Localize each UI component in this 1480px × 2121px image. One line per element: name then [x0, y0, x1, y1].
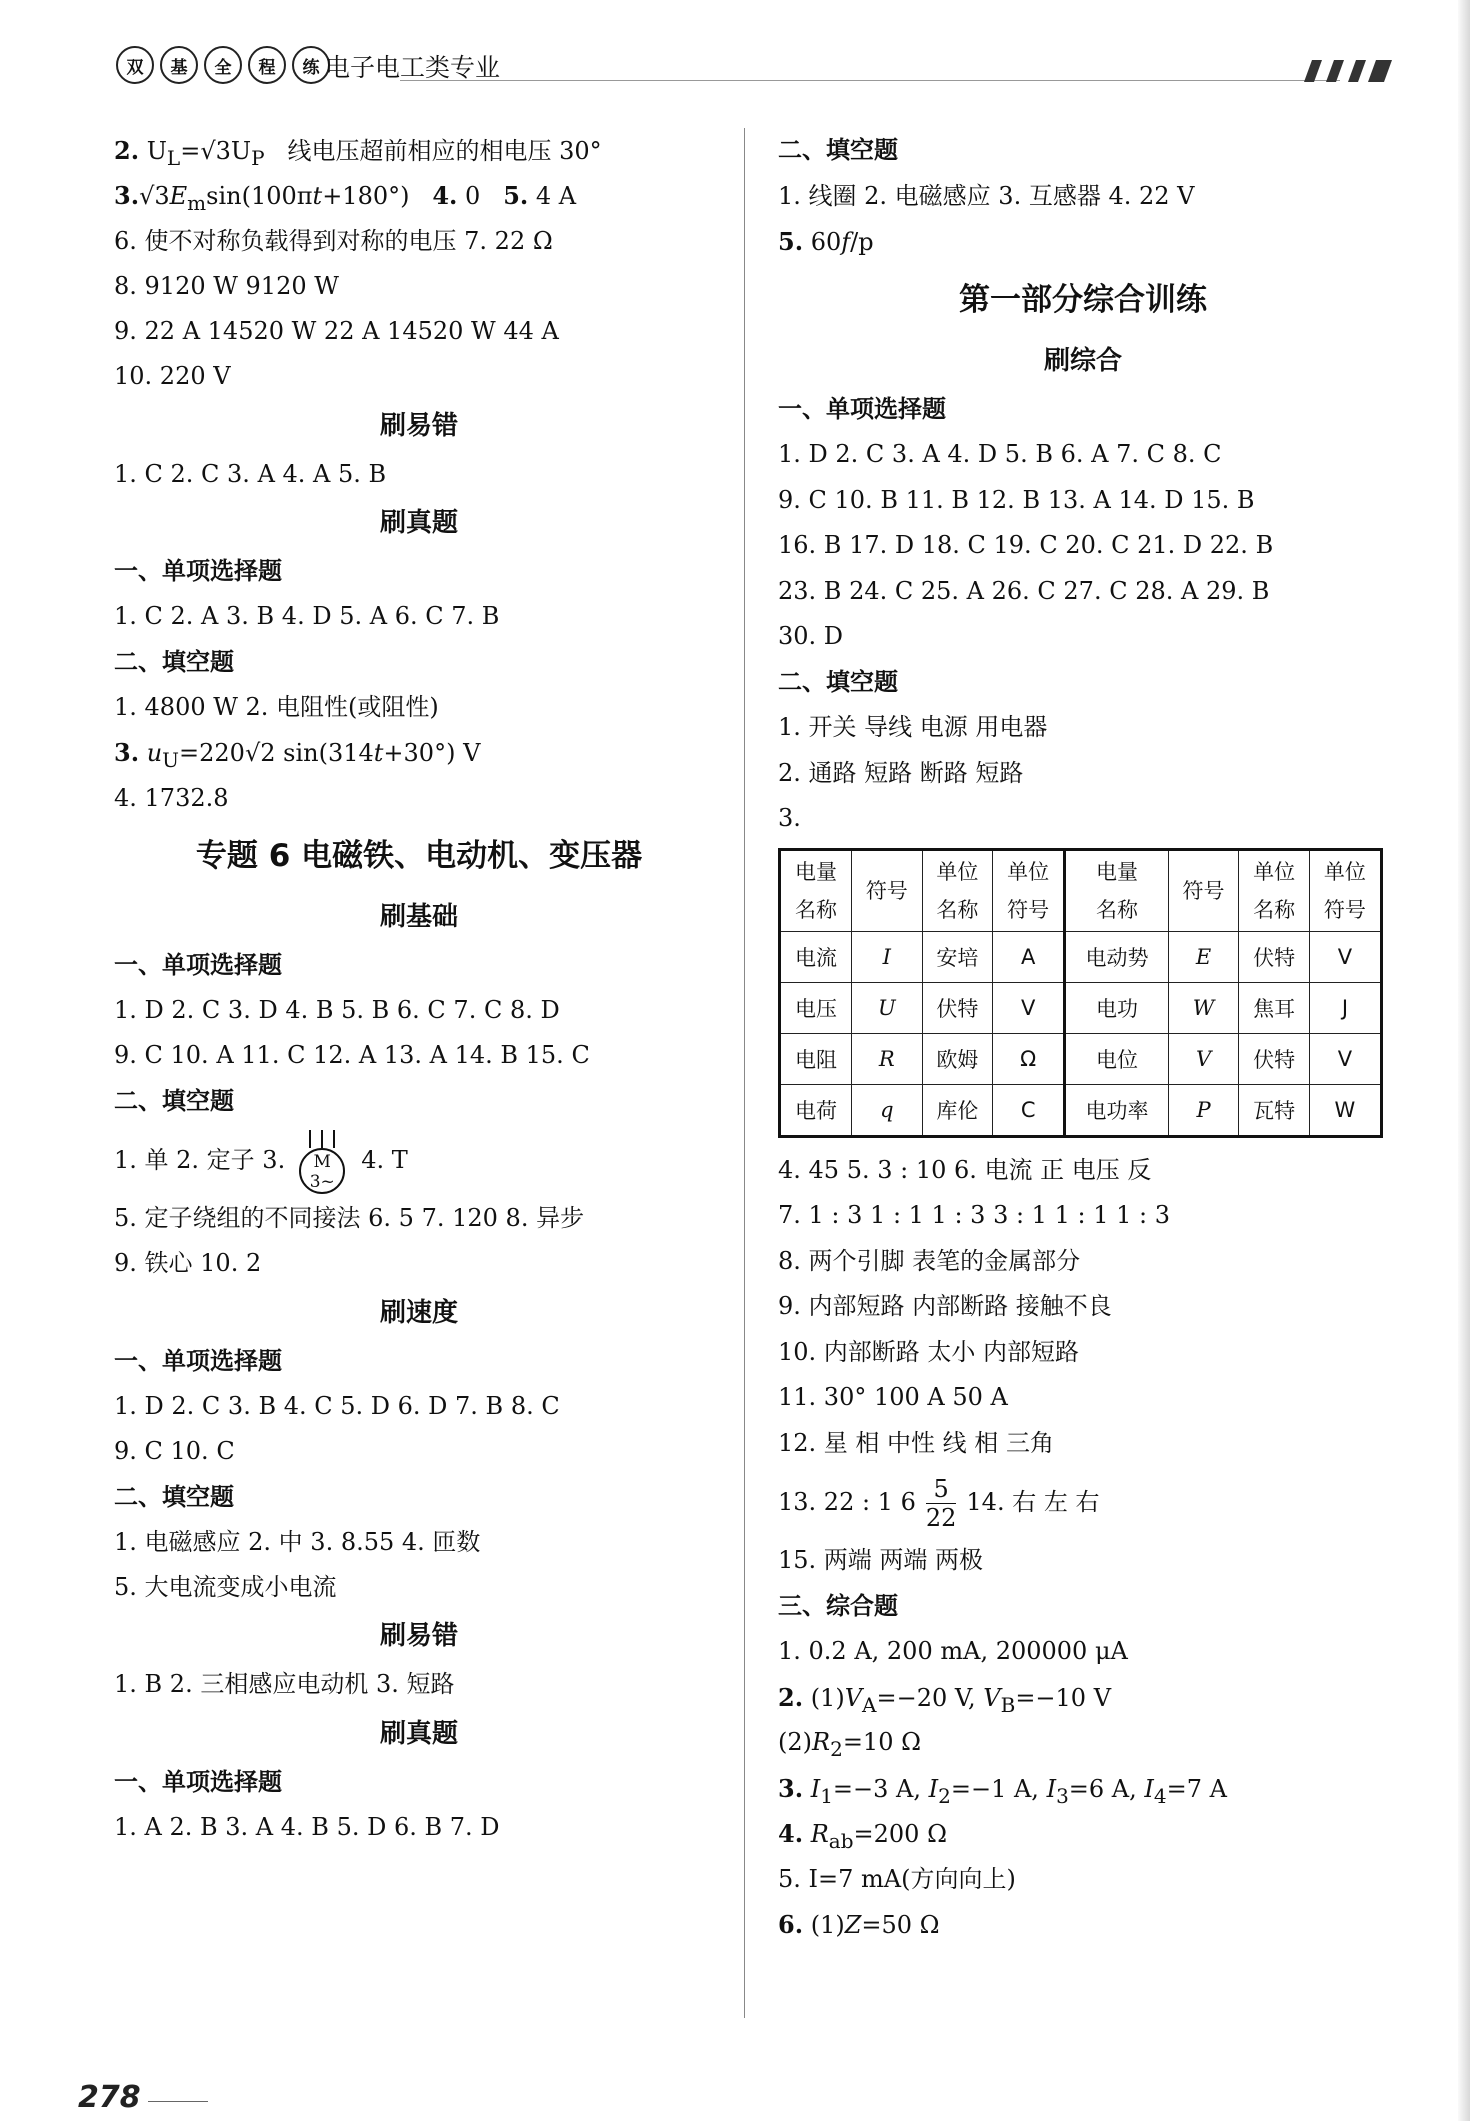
section-title: 刷基础 — [379, 901, 458, 932]
answer-line: 15. 两端 两端 两极 — [778, 1546, 984, 1574]
answer-line: 1. 开关 导线 电源 用电器 — [778, 713, 1048, 741]
table-header-row — [780, 849, 1382, 931]
answer-line: 5. I=7 mA(方向向上) — [778, 1864, 1016, 1893]
subsection-heading: 一、单项选择题 — [114, 1346, 282, 1375]
answer-text: 1. 单 2. 定子 3. — [114, 1146, 286, 1175]
answer-line: 9. 内部短路 内部断路 接触不良 — [778, 1292, 1112, 1320]
answer-line: $3.√3E_m\sin(100\pi t+180^\circ)$ 4. 0 5. 4 A — [114, 181, 577, 216]
subsection-heading: 二、填空题 — [114, 1482, 234, 1511]
table-cell: 伏特 — [922, 982, 993, 1033]
answer-line: 11. 30° 100 A 50 A — [778, 1383, 1008, 1411]
table-header-cell: 符号 — [1168, 849, 1239, 931]
table-cell: 电位 — [1065, 1033, 1169, 1084]
subsection-heading: 一、单项选择题 — [114, 950, 282, 979]
answer-line: 4. $R_{ab}=200$ Ω — [778, 1819, 947, 1853]
subsection-heading: 二、填空题 — [778, 667, 898, 696]
table-cell: 欧姆 — [922, 1033, 993, 1084]
answer-line: 9. 铁心 10. 2 — [114, 1249, 262, 1278]
answer-line: 4. 1732.8 — [114, 783, 229, 812]
table-cell: C — [993, 1084, 1065, 1136]
answer-line: 5. 定子绕组的不同接法 6. 5 7. 120 8. 异步 — [114, 1204, 585, 1233]
brand-seal: 程 — [248, 46, 286, 84]
table-cell: V — [1168, 1033, 1239, 1084]
answer-line: 16. B 17. D 18. C 19. C 20. C 21. D 22. B — [778, 531, 1274, 559]
table-cell: A — [993, 931, 1065, 982]
brand-seal: 基 — [160, 46, 198, 84]
table-header-cell: 单位 名称 — [1239, 849, 1310, 931]
subsection-heading: 一、单项选择题 — [114, 1767, 282, 1796]
table-cell: 焦耳 — [1239, 982, 1310, 1033]
answer-line: 12. 星 相 中性 线 相 三角 — [778, 1428, 1054, 1457]
table-cell: 伏特 — [1239, 931, 1310, 982]
quantity-table — [778, 848, 1383, 1138]
answer-line: 1. D 2. C 3. A 4. D 5. B 6. A 7. C 8. C — [778, 440, 1222, 468]
page-edge-shadow — [1458, 0, 1470, 2121]
section-title: 刷真题 — [379, 508, 458, 539]
answer-line: 3. $I_1=-3$ A, $I_2=-1$ A, $I_3=6$ A, $I_4=7$ A — [778, 1773, 1227, 1808]
table-row — [780, 1084, 1382, 1136]
subsection-heading: 一、单项选择题 — [778, 394, 946, 423]
answer-line: 1. C 2. A 3. B 4. D 5. A 6. C 7. B — [114, 602, 500, 631]
table-cell: 电功 — [1065, 982, 1169, 1033]
table-cell: V — [1309, 931, 1381, 982]
table-cell: R — [852, 1033, 923, 1084]
table-cell: 电压 — [780, 982, 852, 1033]
answer-text: 4. T — [361, 1146, 408, 1175]
answer-line: 1. C 2. C 3. A 4. A 5. B — [114, 459, 387, 488]
answer-line: 8. 9120 W 9120 W — [114, 271, 339, 300]
table-row — [780, 982, 1382, 1033]
answer-text: 13. 22 : 1 6 — [778, 1488, 916, 1516]
table-cell: J — [1309, 982, 1381, 1033]
page-number: 278 — [78, 2080, 141, 2115]
table-cell: 电阻 — [780, 1033, 852, 1084]
table-header-cell: 电量 名称 — [1065, 849, 1169, 931]
table-cell: U — [852, 982, 923, 1033]
answer-line: 1. 电磁感应 2. 中 3. 8.55 4. 匝数 — [114, 1527, 481, 1556]
answer-line: 9. 22 A 14520 W 22 A 14520 W 44 A — [114, 317, 559, 346]
table-cell: 电流 — [780, 931, 852, 982]
answer-text: 14. 右 左 右 — [966, 1488, 1100, 1516]
answer-line: 9. C 10. A 11. C 12. A 13. A 14. B 15. C — [114, 1041, 590, 1070]
subsection-heading: 一、单项选择题 — [114, 557, 282, 586]
page-number-rule — [148, 2101, 208, 2102]
answer-line: 9. C 10. B 11. B 12. B 13. A 14. D 15. B — [778, 485, 1255, 514]
table-row — [780, 931, 1382, 982]
brand-seal: 双 — [116, 46, 154, 84]
answer-line: 10. 内部断路 太小 内部短路 — [778, 1337, 1080, 1366]
answer-line: 30. D — [778, 622, 844, 650]
subsection-heading: 二、填空题 — [778, 136, 898, 164]
subsection-heading: 二、填空题 — [114, 647, 234, 676]
answer-line: 4. 45 5. 3 : 10 6. 电流 正 电压 反 — [778, 1155, 1152, 1184]
answer-line: 10. 220 V — [114, 362, 231, 391]
table-header-cell: 符号 — [852, 849, 923, 931]
fraction-numerator: 5 — [933, 1475, 949, 1503]
subsection-heading: 二、填空题 — [114, 1086, 234, 1115]
brand-logo — [116, 46, 330, 84]
answer-line: 3. $u_U=220√2$ sin(314t+30°) V — [114, 738, 481, 773]
table-cell: 瓦特 — [1239, 1084, 1310, 1136]
answer-line: 7. 1 : 3 1 : 1 1 : 3 3 : 1 1 : 1 1 : 3 — [778, 1201, 1170, 1229]
section-title: 刷综合 — [1043, 345, 1122, 376]
answer-line: 5. 大电流变成小电流 — [114, 1573, 337, 1602]
table-header-cell: 单位 名称 — [922, 849, 993, 931]
page-header — [80, 46, 1400, 82]
answer-line: 8. 两个引脚 表笔的金属部分 — [778, 1246, 1081, 1275]
table-cell: 伏特 — [1239, 1033, 1310, 1084]
header-rule — [400, 80, 1340, 81]
section-title: 刷易错 — [379, 410, 458, 441]
motor-label-bottom: 3~ — [309, 1171, 335, 1192]
table-cell: 电荷 — [780, 1084, 852, 1136]
answer-line: 1. B 2. 三相感应电动机 3. 短路 — [114, 1670, 455, 1699]
table-cell: 库伦 — [922, 1084, 993, 1136]
table-cell: q — [852, 1084, 923, 1136]
topic-title: 专题 6 电磁铁、电动机、变压器 — [195, 837, 643, 874]
answer-line: 9. C 10. C — [114, 1437, 235, 1466]
answer-line — [114, 1124, 724, 1196]
answer-line: 1. 0.2 A, 200 mA, 200000 μA — [778, 1637, 1128, 1665]
table-cell: 安培 — [922, 931, 993, 982]
brand-seal: 练 — [292, 46, 330, 84]
part-title: 第一部分综合训练 — [959, 281, 1207, 318]
motor-label-top: M — [313, 1151, 331, 1172]
motor-symbol-icon — [293, 1130, 353, 1194]
answer-line: 6. (1)Z=50 Ω — [778, 1910, 940, 1939]
answer-line — [778, 1466, 1388, 1538]
left-column — [114, 128, 724, 1850]
answer-line: 1. 线圈 2. 电磁感应 3. 互感器 4. 22 V — [778, 181, 1195, 210]
answer-line: 2. $U_L=√3U_P$ 线电压超前相应的相电压 30° — [114, 136, 602, 170]
table-cell: W — [1168, 982, 1239, 1033]
answer-line: 3. — [778, 804, 801, 832]
right-column — [778, 128, 1388, 1948]
answer-line: 6. 使不对称负载得到对称的电压 7. 22 Ω — [114, 226, 553, 255]
answer-line: 5. 60f/p — [778, 227, 874, 256]
section-title: 刷真题 — [379, 1718, 458, 1749]
answer-line: 2. 通路 短路 断路 短路 — [778, 758, 1024, 787]
table-header-cell: 单位 符号 — [1309, 849, 1381, 931]
table-header-cell: 单位 符号 — [993, 849, 1065, 931]
table-header-cell: 电量 名称 — [780, 849, 852, 931]
answer-line: 1. D 2. C 3. B 4. C 5. D 6. D 7. B 8. C — [114, 1391, 560, 1420]
section-title: 刷易错 — [379, 1621, 458, 1652]
table-row — [780, 1033, 1382, 1084]
answer-line: 23. B 24. C 25. A 26. C 27. C 28. A 29. B — [778, 576, 1270, 605]
fraction-denominator: 22 — [925, 1504, 957, 1532]
table-cell: V — [1309, 1033, 1381, 1084]
answer-line: $(2)R_2=10$ Ω — [778, 1728, 921, 1761]
answer-line: 1. 4800 W 2. 电阻性(或阻性) — [114, 692, 439, 721]
table-cell: P — [1168, 1084, 1239, 1136]
table-cell: I — [852, 931, 923, 982]
subject-title: 电子电工类专业 — [325, 53, 501, 82]
table-cell: 电动势 — [1065, 931, 1169, 982]
section-title: 刷速度 — [379, 1297, 458, 1328]
table-cell: V — [993, 982, 1065, 1033]
subsection-heading: 三、综合题 — [778, 1591, 898, 1620]
table-cell: Ω — [993, 1033, 1065, 1084]
fraction — [926, 1475, 957, 1532]
table-cell: 电功率 — [1065, 1084, 1169, 1136]
column-divider — [744, 128, 745, 2018]
answer-line: 2. $(1)V_A=-20$ V, $V_B=-10$ V — [778, 1682, 1112, 1717]
brand-seal: 全 — [204, 46, 242, 84]
answer-line: 1. D 2. C 3. D 4. B 5. B 6. C 7. C 8. D — [114, 996, 560, 1025]
table-cell: E — [1168, 931, 1239, 982]
answer-line: 1. A 2. B 3. A 4. B 5. D 6. B 7. D — [114, 1813, 500, 1842]
table-cell: W — [1309, 1084, 1381, 1136]
header-decoration — [1300, 60, 1390, 82]
